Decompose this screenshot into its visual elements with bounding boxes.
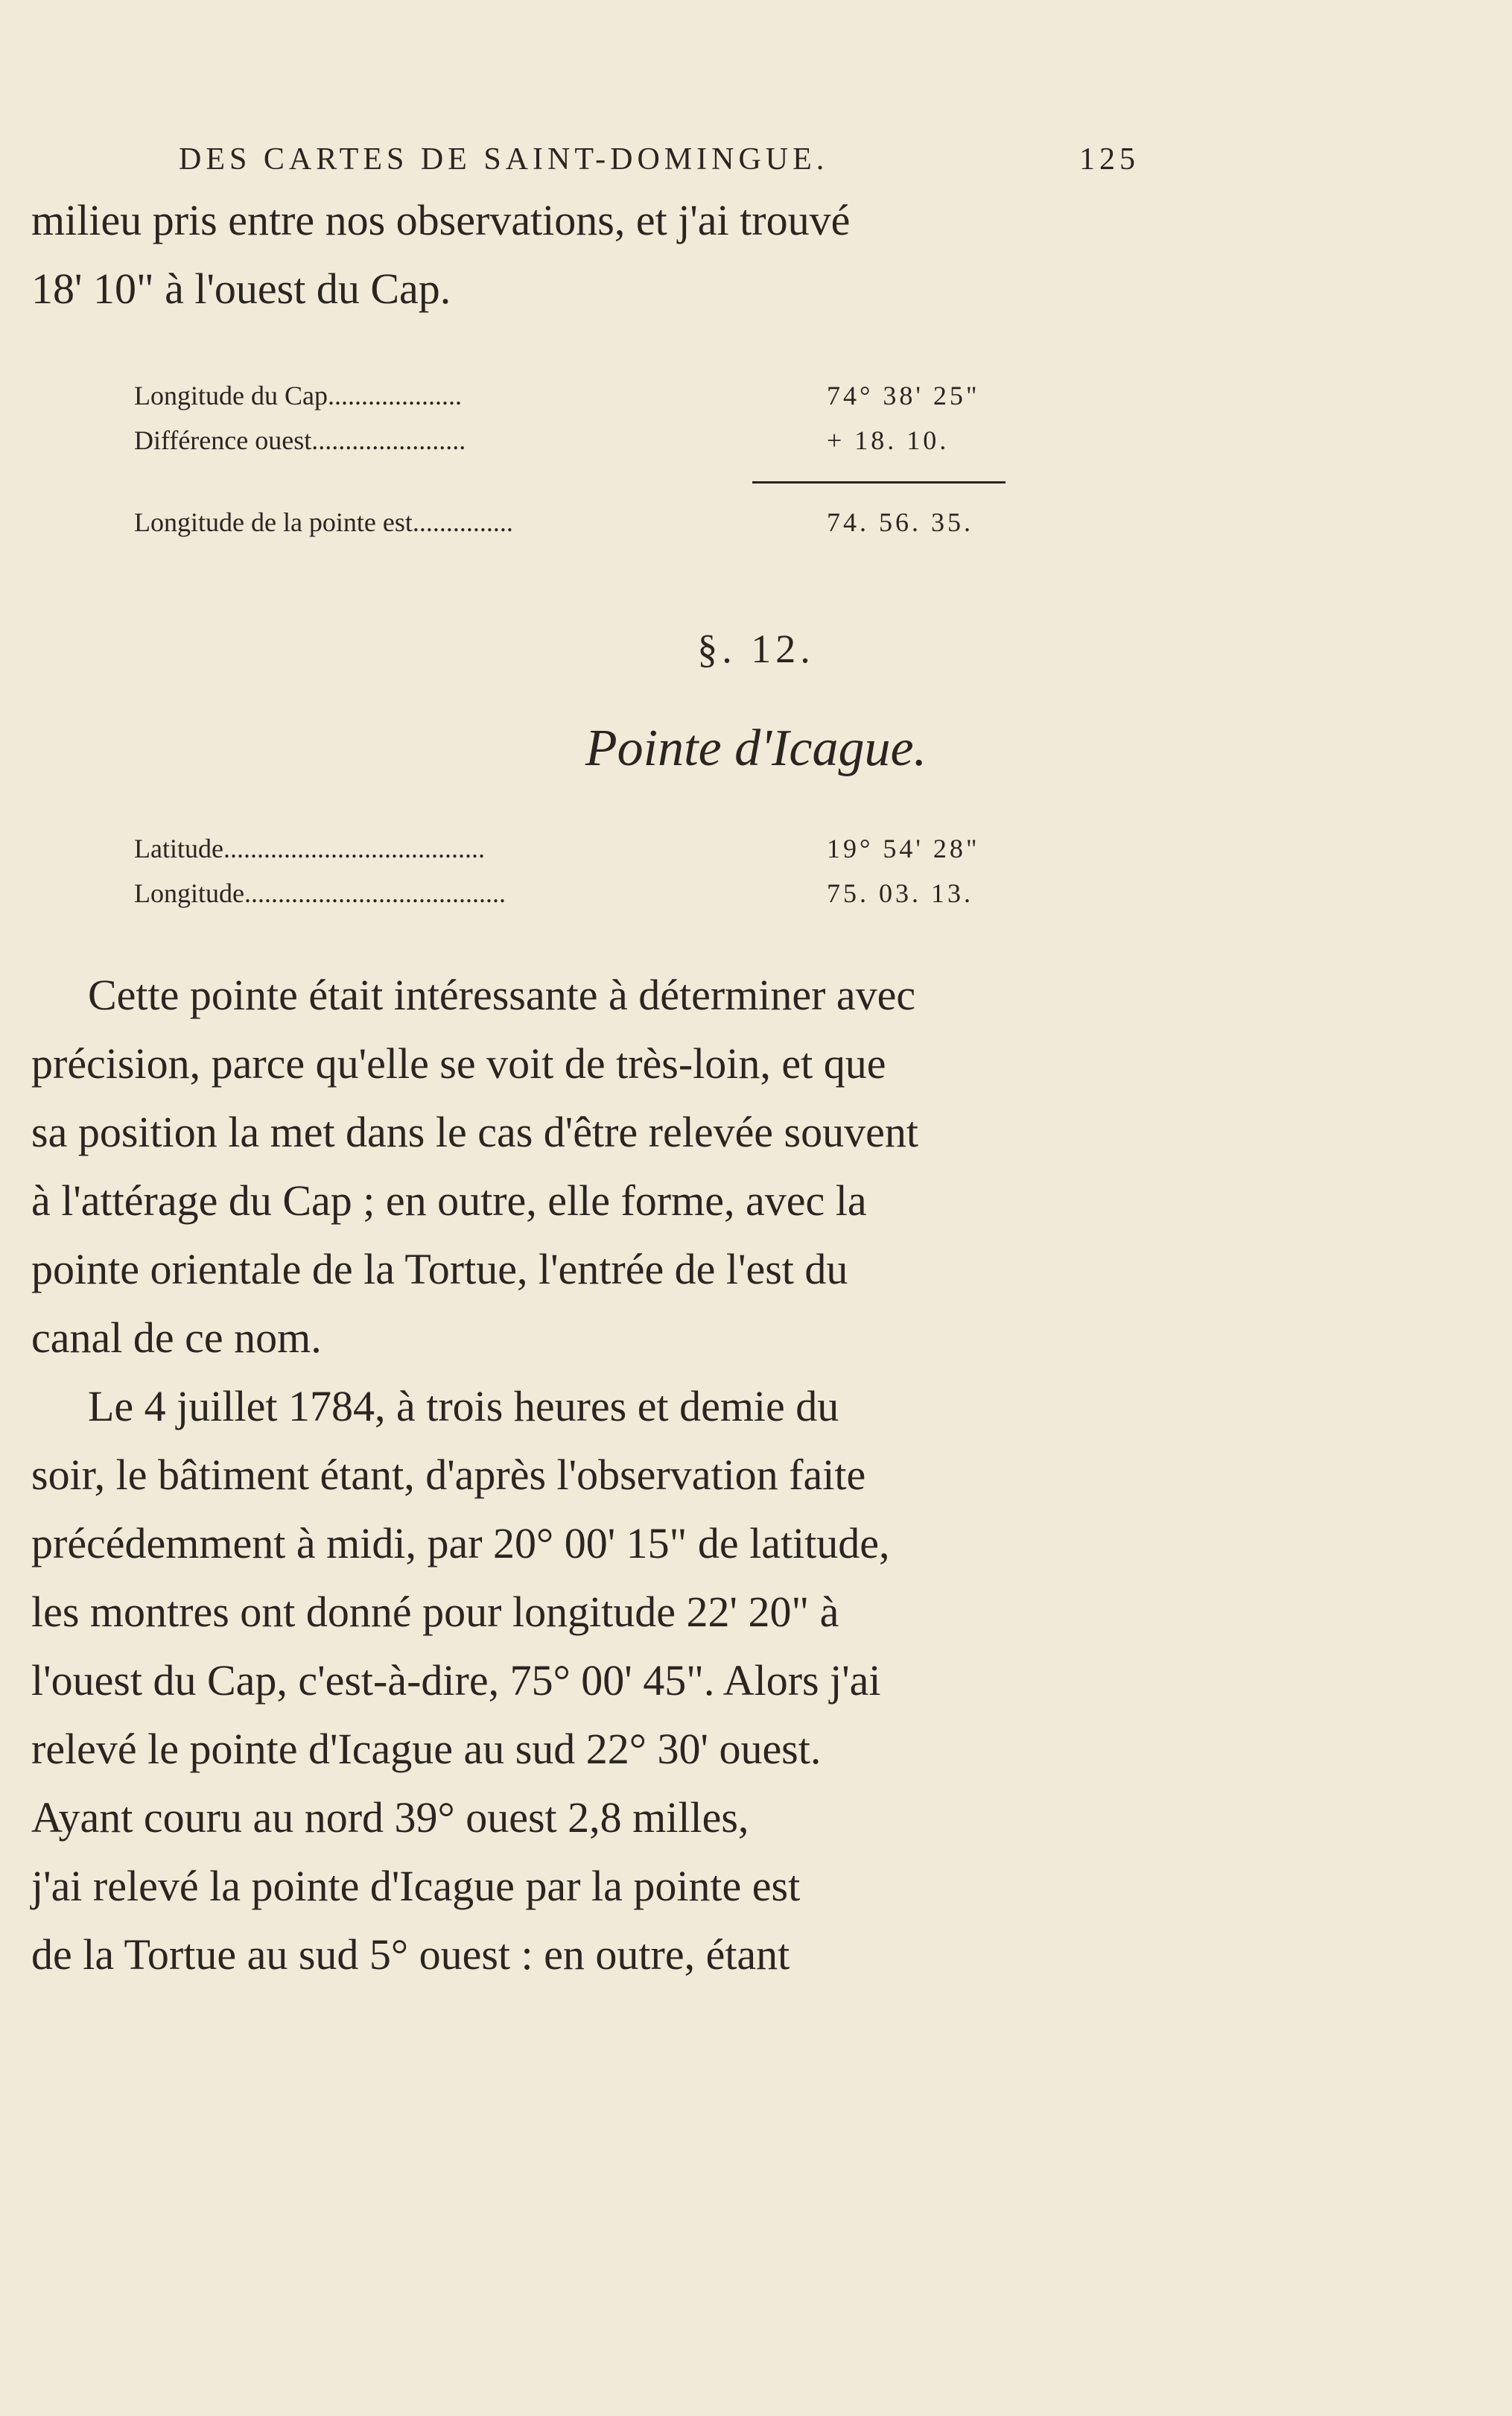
text-line: précision, parce qu'elle se voit de très-loin, et que	[31, 1039, 886, 1088]
text-line: Ayant couru au nord 39° ouest 2,8 milles,	[31, 1793, 749, 1842]
text-line: milieu pris entre nos observations, et j'ai trouvé	[31, 196, 851, 244]
row-label: Longitude de la pointe est...............	[134, 507, 513, 537]
page-number: 125	[1079, 142, 1140, 177]
text-line: précédemment à midi, par 20° 00' 15" de latitude,	[31, 1519, 890, 1567]
row-label: Latitude.......................................	[134, 834, 485, 863]
row-value: 19° 54' 28"	[827, 834, 980, 863]
running-title: DES CARTES DE SAINT-DOMINGUE.	[179, 142, 829, 177]
running-header	[179, 142, 1140, 177]
text-line: Cette pointe était intéressante à déterminer avec	[88, 971, 916, 1019]
text-line: sa position la met dans le cas d'être relevée souvent	[31, 1108, 918, 1156]
row-value: + 18. 10.	[827, 425, 950, 455]
row-label: Longitude du Cap....................	[134, 381, 462, 410]
text-line: soir, le bâtiment étant, d'après l'observation faite	[31, 1450, 866, 1499]
text-line: à l'attérage du Cap ; en outre, elle forme, avec la	[31, 1176, 867, 1225]
section-title: Pointe d'Icague.	[585, 720, 927, 777]
text-line: pointe orientale de la Tortue, l'entrée de l'est du	[31, 1245, 848, 1293]
text-line: j'ai relevé la pointe d'Icague par la pointe est	[31, 1862, 801, 1910]
text-line: les montres ont donné pour longitude 22' 20" à	[31, 1588, 839, 1636]
row-value: 75. 03. 13.	[827, 878, 973, 908]
row-label: Différence ouest.......................	[134, 425, 466, 455]
text-line: l'ouest du Cap, c'est-à-dire, 75° 00' 45". Alors j'ai	[31, 1656, 881, 1705]
row-value: 74. 56. 35.	[827, 507, 973, 537]
text-line: de la Tortue au sud 5° ouest : en outre, étant	[31, 1930, 790, 1979]
text-line: canal de ce nom.	[31, 1313, 322, 1362]
row-label: Longitude.......................................	[134, 878, 506, 908]
section-number: §. 12.	[697, 627, 815, 671]
row-value: 74° 38' 25"	[827, 381, 980, 410]
text-line: relevé le pointe d'Icague au sud 22° 30' ouest.	[31, 1725, 822, 1773]
text-line: Le 4 juillet 1784, à trois heures et demie du	[88, 1382, 839, 1430]
text-line: 18' 10" à l'ouest du Cap.	[31, 264, 451, 313]
sum-rule	[752, 481, 1006, 483]
